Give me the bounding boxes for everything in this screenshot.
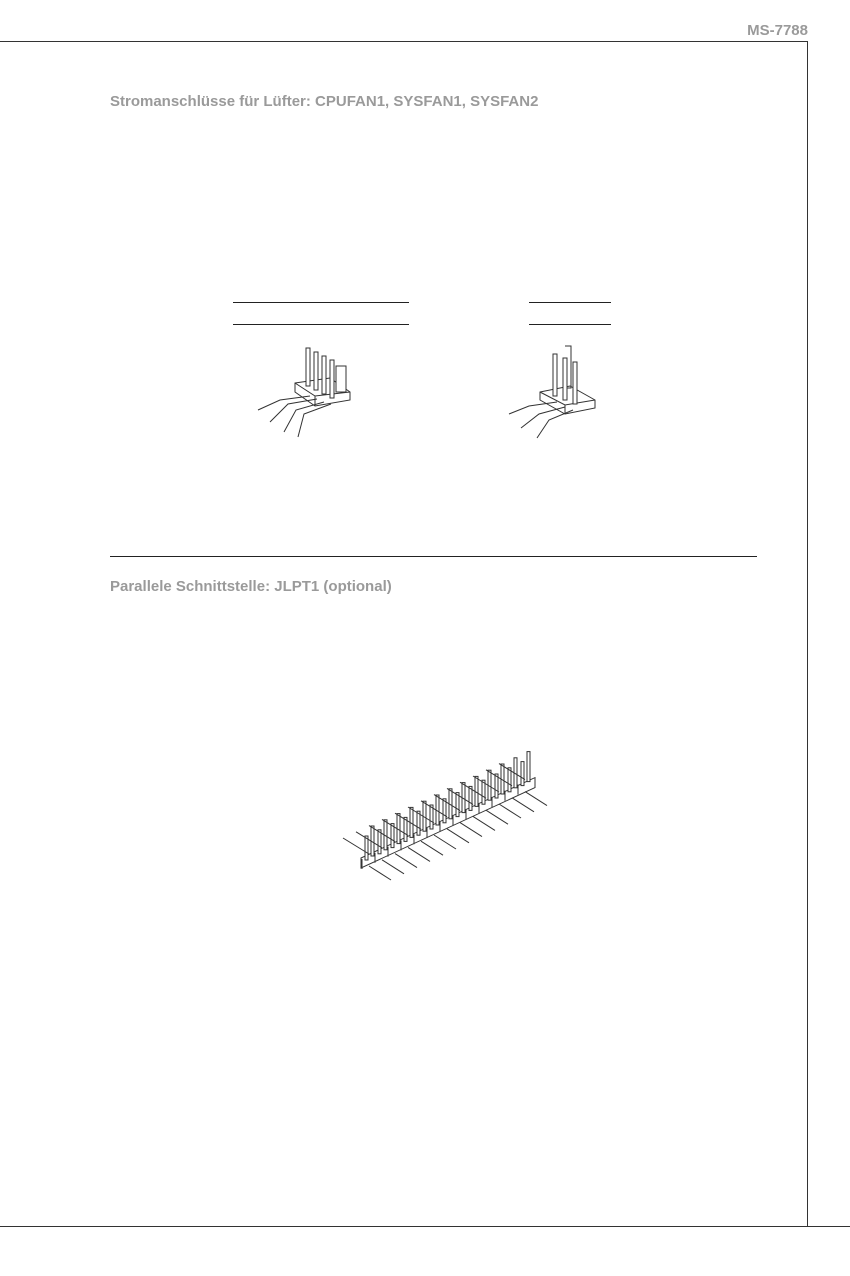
jlpt1-connector-diagram	[335, 740, 565, 890]
fan-section-title: Stromanschlüsse für Lüfter: CPUFAN1, SYSFAN1, SYSFAN2	[110, 93, 539, 110]
sysfan-connector-diagram	[505, 340, 615, 440]
parallel-section-title: Parallele Schnittstelle: JLPT1 (optional)	[110, 578, 392, 595]
cpufan-label-line-top	[233, 302, 409, 303]
cpufan-connector-diagram	[250, 340, 360, 440]
page-bottom-rule	[0, 1226, 850, 1227]
section-divider	[110, 556, 757, 557]
sysfan-label-line-top	[529, 302, 611, 303]
page-right-rule	[807, 41, 808, 1226]
page-top-rule	[0, 41, 808, 42]
model-number: MS-7788	[747, 22, 808, 39]
sysfan-label-line-bottom	[529, 324, 611, 325]
cpufan-label-line-bottom	[233, 324, 409, 325]
